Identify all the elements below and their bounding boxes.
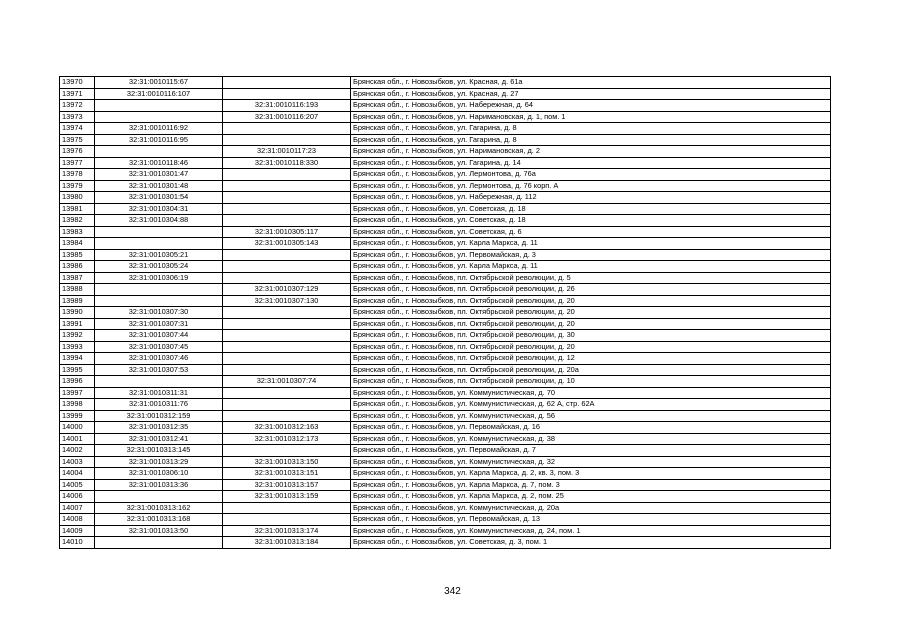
row-number-cell: 13978: [60, 169, 95, 181]
table-row: [60, 157, 831, 169]
cadastral-number-cell: [95, 537, 223, 549]
cadastral-number-cell: 32:31:0010307:53: [95, 364, 223, 376]
address-cell: Брянская обл., г. Новозыбков, ул. Гагарина, д. 8: [351, 123, 831, 135]
address-cell: Брянская обл., г. Новозыбков, пл. Октябрьской революции, д. 20: [351, 307, 831, 319]
table-row: [60, 169, 831, 181]
table-row: [60, 318, 831, 330]
table-row: [60, 146, 831, 158]
object-cadastral-number-cell: 32:31:0010116:193: [223, 100, 351, 112]
address-cell: Брянская обл., г. Новозыбков, ул. Лермонтова, д. 76 корп. А: [351, 180, 831, 192]
cadastral-number-cell: 32:31:0010307:46: [95, 353, 223, 365]
cadastral-number-cell: 32:31:0010312:41: [95, 433, 223, 445]
object-cadastral-number-cell: [223, 192, 351, 204]
cadastral-number-cell: [95, 376, 223, 388]
object-cadastral-number-cell: [223, 502, 351, 514]
cadastral-number-cell: [95, 295, 223, 307]
row-number-cell: 13986: [60, 261, 95, 273]
row-number-cell: 13983: [60, 226, 95, 238]
cadastral-number-cell: 32:31:0010313:168: [95, 514, 223, 526]
table-row: [60, 77, 831, 89]
address-cell: Брянская обл., г. Новозыбков, ул. Советская, д. 3, пом. 1: [351, 537, 831, 549]
cadastral-number-cell: [95, 284, 223, 296]
table-row: [60, 456, 831, 468]
row-number-cell: 13988: [60, 284, 95, 296]
address-cell: Брянская обл., г. Новозыбков, пл. Октябрьской революции, д. 20а: [351, 364, 831, 376]
row-number-cell: 13972: [60, 100, 95, 112]
object-cadastral-number-cell: [223, 77, 351, 89]
address-cell: Брянская обл., г. Новозыбков, пл. Октябрьской революции, д. 12: [351, 353, 831, 365]
table-row: [60, 353, 831, 365]
cadastral-number-cell: 32:31:0010312:35: [95, 422, 223, 434]
object-cadastral-number-cell: [223, 272, 351, 284]
row-number-cell: 14006: [60, 491, 95, 503]
row-number-cell: 14005: [60, 479, 95, 491]
table-row: [60, 295, 831, 307]
table-row: [60, 514, 831, 526]
object-cadastral-number-cell: 32:31:0010312:173: [223, 433, 351, 445]
object-cadastral-number-cell: [223, 387, 351, 399]
address-cell: Брянская обл., г. Новозыбков, ул. Коммунистическая, д. 32: [351, 456, 831, 468]
cadastral-number-cell: 32:31:0010301:54: [95, 192, 223, 204]
address-cell: Брянская обл., г. Новозыбков, ул. Карла Маркса, д. 11: [351, 238, 831, 250]
address-cell: Брянская обл., г. Новозыбков, ул. Советская, д. 18: [351, 215, 831, 227]
object-cadastral-number-cell: [223, 445, 351, 457]
row-number-cell: 13999: [60, 410, 95, 422]
table-row: [60, 422, 831, 434]
cadastral-number-cell: 32:31:0010306:19: [95, 272, 223, 284]
cadastral-number-cell: 32:31:0010307:44: [95, 330, 223, 342]
cadastral-number-cell: 32:31:0010307:30: [95, 307, 223, 319]
object-cadastral-number-cell: [223, 399, 351, 411]
object-cadastral-number-cell: [223, 307, 351, 319]
table-row: [60, 180, 831, 192]
page-number: 342: [444, 586, 461, 597]
object-cadastral-number-cell: 32:31:0010313:157: [223, 479, 351, 491]
object-cadastral-number-cell: [223, 88, 351, 100]
table-row: [60, 341, 831, 353]
cadastral-number-cell: 32:31:0010304:31: [95, 203, 223, 215]
address-cell: Брянская обл., г. Новозыбков, ул. Коммунистическая, д. 62 А, стр. 62А: [351, 399, 831, 411]
object-cadastral-number-cell: [223, 364, 351, 376]
object-cadastral-number-cell: 32:31:0010313:159: [223, 491, 351, 503]
cadastral-number-cell: [95, 238, 223, 250]
row-number-cell: 13997: [60, 387, 95, 399]
object-cadastral-number-cell: 32:31:0010313:184: [223, 537, 351, 549]
cadastral-number-cell: 32:31:0010116:107: [95, 88, 223, 100]
object-cadastral-number-cell: 32:31:0010307:130: [223, 295, 351, 307]
cadastral-number-cell: 32:31:0010313:145: [95, 445, 223, 457]
object-cadastral-number-cell: 32:31:0010313:151: [223, 468, 351, 480]
address-cell: Брянская обл., г. Новозыбков, ул. Первомайская, д. 7: [351, 445, 831, 457]
address-cell: Брянская обл., г. Новозыбков, ул. Красная, д. 61а: [351, 77, 831, 89]
table-row: [60, 307, 831, 319]
object-cadastral-number-cell: [223, 353, 351, 365]
row-number-cell: 13984: [60, 238, 95, 250]
address-cell: Брянская обл., г. Новозыбков, ул. Карла Маркса, д. 2, кв. 3, пом. 3: [351, 468, 831, 480]
table-row: [60, 364, 831, 376]
object-cadastral-number-cell: [223, 341, 351, 353]
object-cadastral-number-cell: 32:31:0010305:117: [223, 226, 351, 238]
table-row: [60, 238, 831, 250]
address-cell: Брянская обл., г. Новозыбков, пл. Октябрьской революции, д. 26: [351, 284, 831, 296]
address-cell: Брянская обл., г. Новозыбков, ул. Карла Маркса, д. 7, пом. 3: [351, 479, 831, 491]
row-number-cell: 13990: [60, 307, 95, 319]
address-cell: Брянская обл., г. Новозыбков, ул. Коммунистическая, д. 20а: [351, 502, 831, 514]
row-number-cell: 13971: [60, 88, 95, 100]
address-cell: Брянская обл., г. Новозыбков, ул. Коммунистическая, д. 38: [351, 433, 831, 445]
address-cell: Брянская обл., г. Новозыбков, ул. Коммунистическая, д. 70: [351, 387, 831, 399]
address-cell: Брянская обл., г. Новозыбков, ул. Первомайская, д. 13: [351, 514, 831, 526]
address-cell: Брянская обл., г. Новозыбков, ул. Карла Маркса, д. 11: [351, 261, 831, 273]
row-number-cell: 13993: [60, 341, 95, 353]
table-row: [60, 410, 831, 422]
cadastral-number-cell: [95, 226, 223, 238]
cadastral-number-cell: 32:31:0010311:76: [95, 399, 223, 411]
table-row: [60, 433, 831, 445]
row-number-cell: 13977: [60, 157, 95, 169]
address-cell: Брянская обл., г. Новозыбков, ул. Гагарина, д. 14: [351, 157, 831, 169]
address-cell: Брянская обл., г. Новозыбков, пл. Октябрьской революции, д. 5: [351, 272, 831, 284]
row-number-cell: 14000: [60, 422, 95, 434]
row-number-cell: 13992: [60, 330, 95, 342]
row-number-cell: 13989: [60, 295, 95, 307]
address-cell: Брянская обл., г. Новозыбков, ул. Наримановская, д. 1, пом. 1: [351, 111, 831, 123]
row-number-cell: 13987: [60, 272, 95, 284]
table-row: [60, 537, 831, 549]
address-cell: Брянская обл., г. Новозыбков, ул. Коммунистическая, д. 24, пом. 1: [351, 525, 831, 537]
object-cadastral-number-cell: [223, 318, 351, 330]
object-cadastral-number-cell: 32:31:0010313:174: [223, 525, 351, 537]
table-row: [60, 249, 831, 261]
cadastral-number-cell: 32:31:0010307:45: [95, 341, 223, 353]
table-body: [60, 77, 831, 549]
row-number-cell: 13985: [60, 249, 95, 261]
table-row: [60, 100, 831, 112]
object-cadastral-number-cell: [223, 410, 351, 422]
cadastral-number-cell: 32:31:0010312:159: [95, 410, 223, 422]
address-cell: Брянская обл., г. Новозыбков, пл. Октябрьской революции, д. 20: [351, 318, 831, 330]
cadastral-number-cell: [95, 100, 223, 112]
address-cell: Брянская обл., г. Новозыбков, ул. Первомайская, д. 16: [351, 422, 831, 434]
cadastral-number-cell: 32:31:0010306:10: [95, 468, 223, 480]
row-number-cell: 13994: [60, 353, 95, 365]
table-row: [60, 445, 831, 457]
cadastral-number-cell: 32:31:0010311:31: [95, 387, 223, 399]
cadastral-number-cell: [95, 111, 223, 123]
table-row: [60, 387, 831, 399]
cadastral-number-cell: [95, 491, 223, 503]
object-cadastral-number-cell: 32:31:0010312:163: [223, 422, 351, 434]
row-number-cell: 14007: [60, 502, 95, 514]
table-row: [60, 203, 831, 215]
cadastral-number-cell: 32:31:0010116:95: [95, 134, 223, 146]
address-cell: Брянская обл., г. Новозыбков, ул. Советская, д. 18: [351, 203, 831, 215]
row-number-cell: 14001: [60, 433, 95, 445]
address-cell: Брянская обл., г. Новозыбков, ул. Набережная, д. 64: [351, 100, 831, 112]
row-number-cell: 13982: [60, 215, 95, 227]
table-row: [60, 399, 831, 411]
row-number-cell: 14003: [60, 456, 95, 468]
object-cadastral-number-cell: [223, 215, 351, 227]
address-cell: Брянская обл., г. Новозыбков, ул. Лермонтова, д. 76а: [351, 169, 831, 181]
object-cadastral-number-cell: [223, 180, 351, 192]
address-cell: Брянская обл., г. Новозыбков, пл. Октябрьской революции, д. 30: [351, 330, 831, 342]
row-number-cell: 13996: [60, 376, 95, 388]
object-cadastral-number-cell: [223, 134, 351, 146]
object-cadastral-number-cell: [223, 203, 351, 215]
cadastral-number-cell: 32:31:0010301:48: [95, 180, 223, 192]
address-cell: Брянская обл., г. Новозыбков, ул. Советская, д. 6: [351, 226, 831, 238]
address-cell: Брянская обл., г. Новозыбков, ул. Набережная, д. 112: [351, 192, 831, 204]
row-number-cell: 14010: [60, 537, 95, 549]
object-cadastral-number-cell: 32:31:0010305:143: [223, 238, 351, 250]
object-cadastral-number-cell: 32:31:0010118:330: [223, 157, 351, 169]
row-number-cell: 13991: [60, 318, 95, 330]
object-cadastral-number-cell: [223, 123, 351, 135]
table-row: [60, 284, 831, 296]
row-number-cell: 13973: [60, 111, 95, 123]
object-cadastral-number-cell: 32:31:0010307:129: [223, 284, 351, 296]
cadastral-number-cell: 32:31:0010307:31: [95, 318, 223, 330]
address-cell: Брянская обл., г. Новозыбков, ул. Карла Маркса, д. 2, пом. 25: [351, 491, 831, 503]
table-row: [60, 502, 831, 514]
table-row: [60, 88, 831, 100]
table-row: [60, 491, 831, 503]
cadastral-number-cell: 32:31:0010116:92: [95, 123, 223, 135]
object-cadastral-number-cell: 32:31:0010313:150: [223, 456, 351, 468]
row-number-cell: 14009: [60, 525, 95, 537]
cadastral-number-cell: [95, 146, 223, 158]
table-row: [60, 215, 831, 227]
object-cadastral-number-cell: 32:31:0010117:23: [223, 146, 351, 158]
cadastral-number-cell: 32:31:0010301:47: [95, 169, 223, 181]
table-row: [60, 134, 831, 146]
object-cadastral-number-cell: [223, 330, 351, 342]
object-cadastral-number-cell: [223, 249, 351, 261]
table-row: [60, 376, 831, 388]
address-cell: Брянская обл., г. Новозыбков, ул. Гагарина, д. 8: [351, 134, 831, 146]
cadastral-number-cell: 32:31:0010304:88: [95, 215, 223, 227]
address-cell: Брянская обл., г. Новозыбков, ул. Наримановская, д. 2: [351, 146, 831, 158]
cadastral-number-cell: 32:31:0010313:162: [95, 502, 223, 514]
table-row: [60, 226, 831, 238]
row-number-cell: 14004: [60, 468, 95, 480]
address-cell: Брянская обл., г. Новозыбков, пл. Октябрьской революции, д. 20: [351, 295, 831, 307]
object-cadastral-number-cell: 32:31:0010307:74: [223, 376, 351, 388]
address-cell: Брянская обл., г. Новозыбков, пл. Октябрьской революции, д. 10: [351, 376, 831, 388]
address-cell: Брянская обл., г. Новозыбков, ул. Красная, д. 27: [351, 88, 831, 100]
cadastral-number-cell: 32:31:0010305:24: [95, 261, 223, 273]
row-number-cell: 13979: [60, 180, 95, 192]
cadastral-number-cell: 32:31:0010118:46: [95, 157, 223, 169]
table-row: [60, 479, 831, 491]
cadastral-table: [59, 76, 831, 549]
object-cadastral-number-cell: [223, 514, 351, 526]
cadastral-number-cell: 32:31:0010313:36: [95, 479, 223, 491]
address-cell: Брянская обл., г. Новозыбков, ул. Первомайская, д. 3: [351, 249, 831, 261]
object-cadastral-number-cell: [223, 261, 351, 273]
row-number-cell: 13975: [60, 134, 95, 146]
table-row: [60, 261, 831, 273]
row-number-cell: 13980: [60, 192, 95, 204]
row-number-cell: 13974: [60, 123, 95, 135]
table-row: [60, 111, 831, 123]
row-number-cell: 13995: [60, 364, 95, 376]
address-cell: Брянская обл., г. Новозыбков, ул. Коммунистическая, д. 56: [351, 410, 831, 422]
row-number-cell: 13981: [60, 203, 95, 215]
row-number-cell: 13970: [60, 77, 95, 89]
object-cadastral-number-cell: [223, 169, 351, 181]
table-row: [60, 330, 831, 342]
object-cadastral-number-cell: 32:31:0010116:207: [223, 111, 351, 123]
row-number-cell: 13976: [60, 146, 95, 158]
cadastral-number-cell: 32:31:0010305:21: [95, 249, 223, 261]
table-row: [60, 525, 831, 537]
row-number-cell: 14008: [60, 514, 95, 526]
table-row: [60, 192, 831, 204]
row-number-cell: 14002: [60, 445, 95, 457]
table-row: [60, 272, 831, 284]
row-number-cell: 13998: [60, 399, 95, 411]
address-cell: Брянская обл., г. Новозыбков, пл. Октябрьской революции, д. 20: [351, 341, 831, 353]
cadastral-number-cell: 32:31:0010115:67: [95, 77, 223, 89]
table-row: [60, 123, 831, 135]
cadastral-number-cell: 32:31:0010313:29: [95, 456, 223, 468]
table-row: [60, 468, 831, 480]
cadastral-number-cell: 32:31:0010313:50: [95, 525, 223, 537]
